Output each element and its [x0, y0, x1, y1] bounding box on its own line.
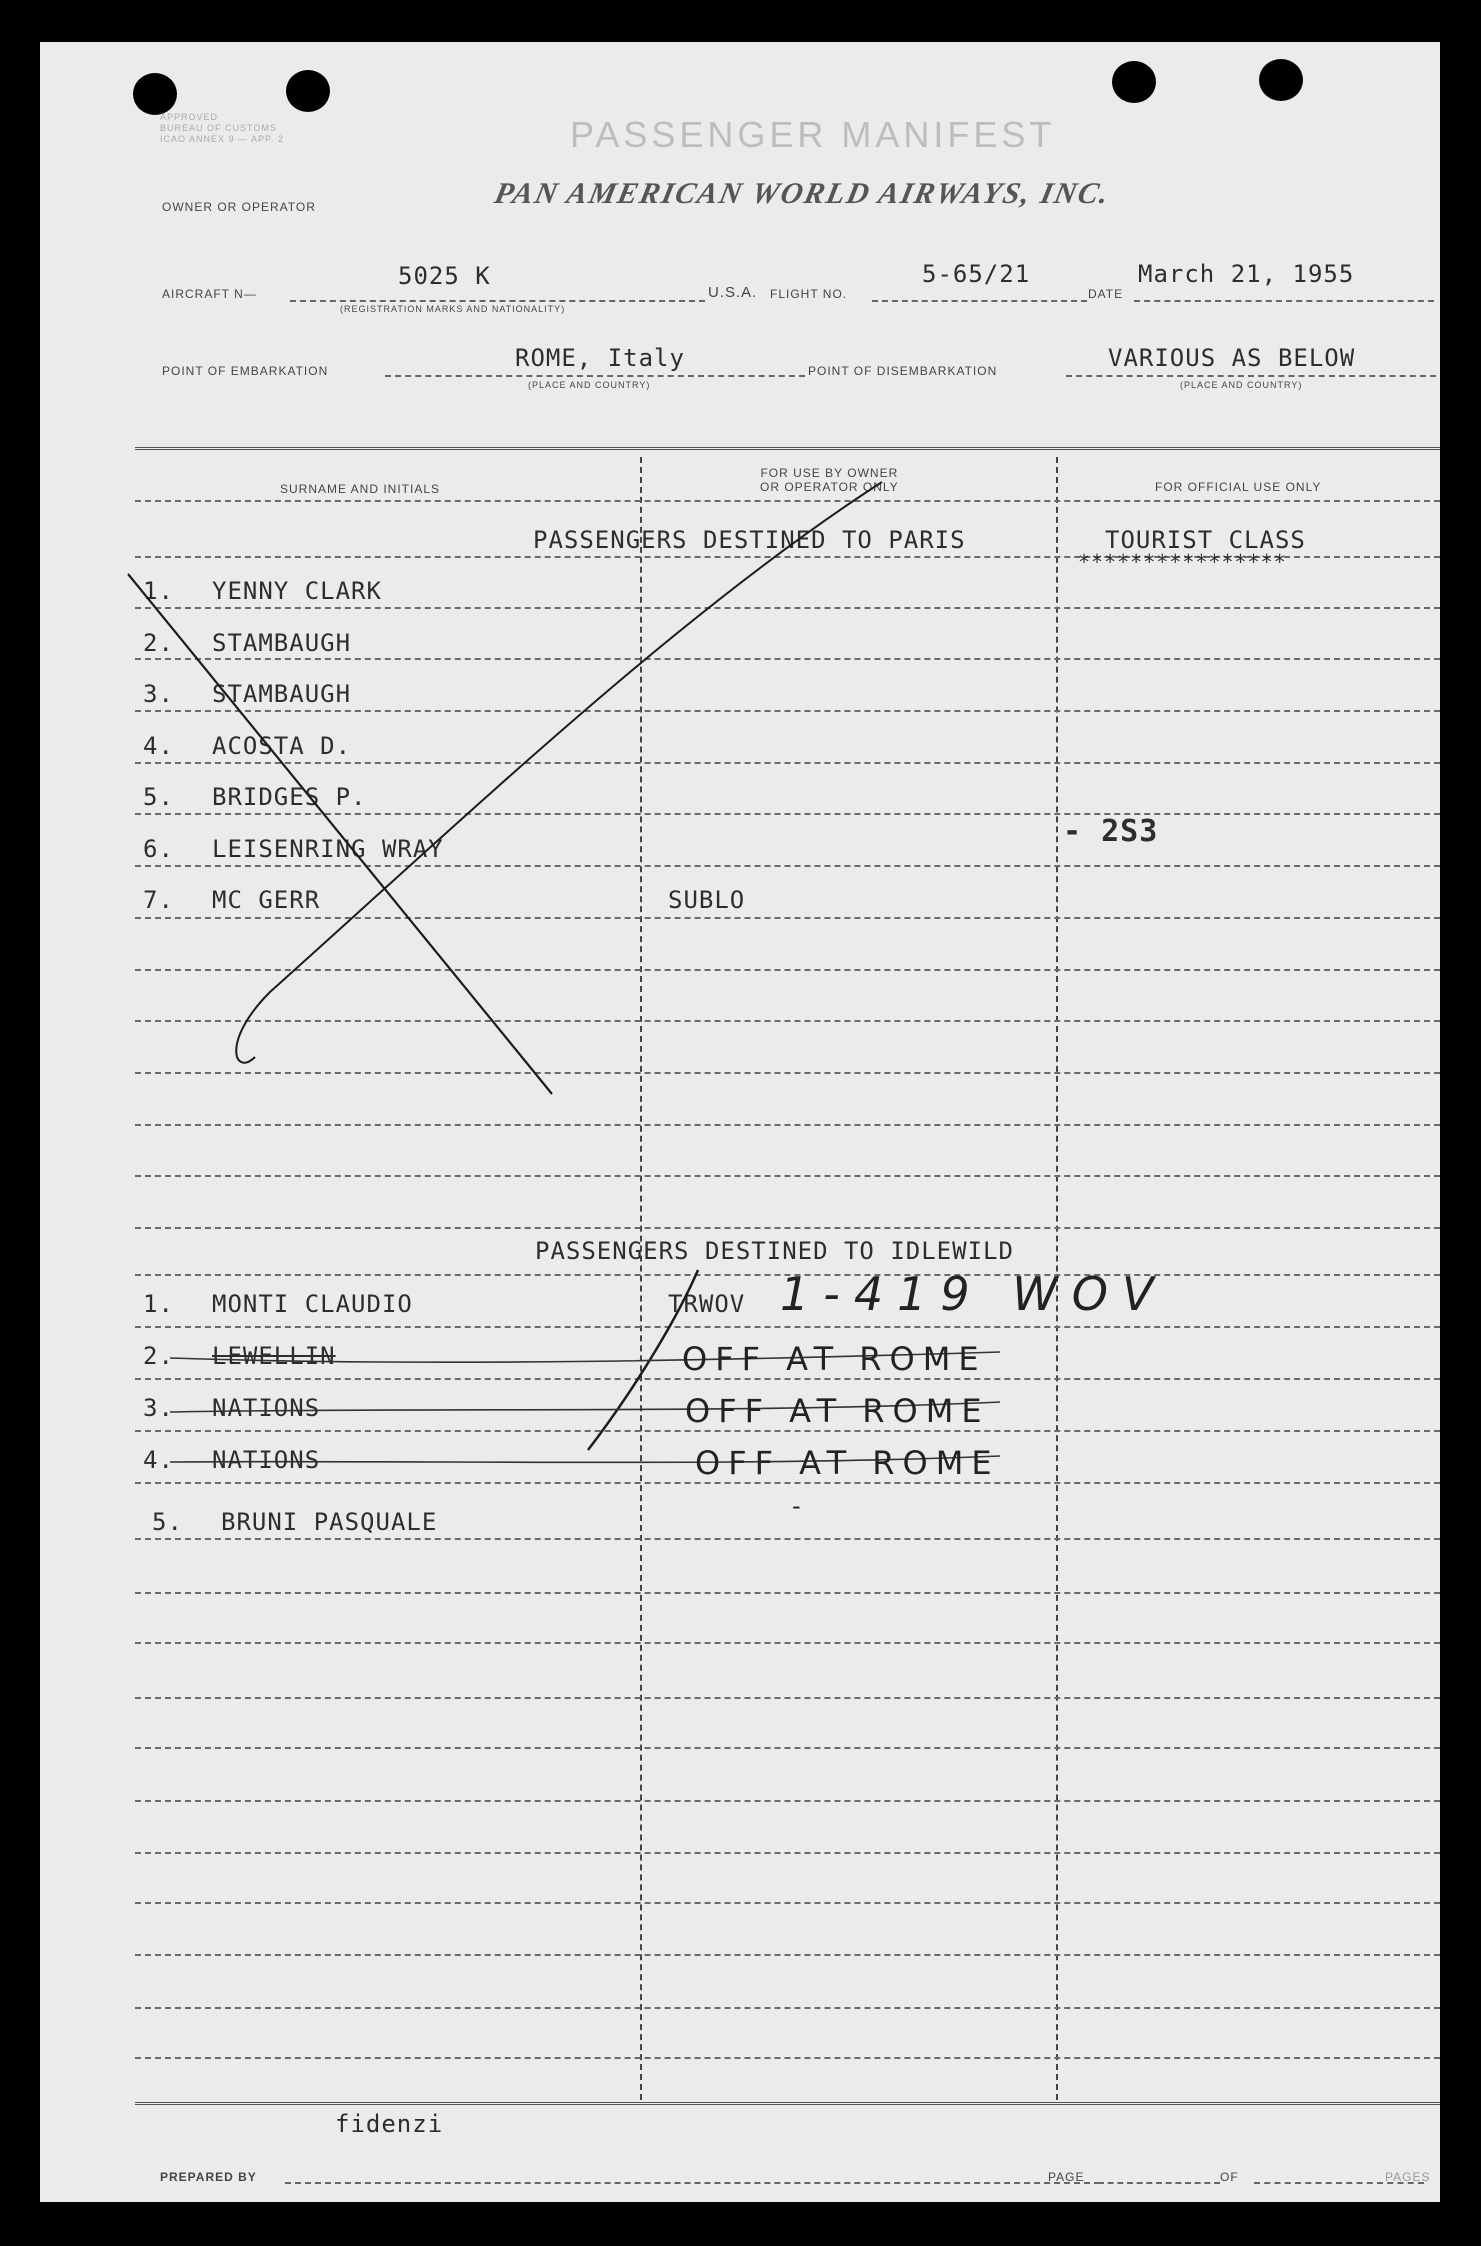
embark-value: ROME, Italy [515, 344, 685, 372]
disembark-value: VARIOUS AS BELOW [1108, 344, 1356, 372]
date-label: DATE [1088, 287, 1124, 301]
owner-label: OWNER OR OPERATOR [162, 200, 316, 214]
passenger-name: YENNY CLARK [212, 577, 382, 605]
column-owner-use-line: FOR USE BY OWNER [760, 466, 899, 480]
pen-marks [40, 42, 1440, 2202]
approval-line: BUREAU OF CUSTOMS [160, 123, 277, 133]
passenger-name: BRUNI PASQUALE [221, 1508, 438, 1536]
cross-out-stroke [236, 482, 882, 1063]
paris-class-underline: **************** [1078, 550, 1287, 574]
passenger-name: BRIDGES P. [212, 783, 367, 811]
embark-label: POINT OF EMBARKATION [162, 364, 329, 378]
passenger-name: STAMBAUGH [212, 680, 352, 708]
handwritten-note: - [792, 1492, 809, 1520]
embark-caption: (PLACE AND COUNTRY) [528, 380, 651, 390]
idlewild-heading: PASSENGERS DESTINED TO IDLEWILD [535, 1237, 1014, 1265]
passenger-name: MONTI CLAUDIO [212, 1290, 413, 1318]
paris-class: TOURIST CLASS [1105, 526, 1306, 554]
passenger-number: 1. [143, 577, 174, 605]
passenger-number: 4. [143, 731, 174, 760]
passenger-name: ACOSTA D. [212, 731, 352, 760]
passenger-number: 2. [143, 628, 174, 657]
passenger-name: NATIONS [212, 1446, 321, 1474]
disembark-caption: (PLACE AND COUNTRY) [1180, 380, 1303, 390]
aircraft-label: AIRCRAFT N— [162, 287, 257, 301]
approval-line: ICAO ANNEX 9 — APP. 2 [160, 134, 284, 144]
paris-heading: PASSENGERS DESTINED TO PARIS [533, 526, 966, 554]
operator-note: SUBLO [668, 886, 746, 914]
column-surname: SURNAME AND INITIALS [280, 482, 441, 496]
passenger-name: STAMBAUGH [212, 628, 352, 657]
column-official-use: FOR OFFICIAL USE ONLY [1155, 480, 1322, 494]
handwritten-note: OFF AT ROME [695, 1444, 1000, 1482]
passenger-number: 3. [143, 680, 174, 708]
handwritten-note: OFF AT ROME [685, 1392, 990, 1430]
table-bottom-rule [135, 2102, 1440, 2105]
passenger-name: NATIONS [212, 1394, 321, 1422]
passenger-number: 7. [143, 886, 174, 914]
passenger-name: MC GERR [212, 886, 321, 914]
disembark-label: POINT OF DISEMBARKATION [808, 364, 998, 378]
usa-label: U.S.A. [708, 284, 758, 301]
owner-name: PAN AMERICAN WORLD AIRWAYS, INC. [491, 177, 1114, 210]
handwritten-note: OFF AT ROME [682, 1340, 987, 1378]
registration-caption: (REGISTRATION MARKS AND NATIONALITY) [340, 304, 566, 314]
cross-out-stroke [128, 574, 552, 1094]
page-label: PAGE [1048, 2170, 1085, 2184]
passenger-number: 5. [152, 1508, 183, 1536]
passenger-name: LEWELLIN [212, 1342, 336, 1370]
passenger-number: 5. [143, 783, 174, 811]
pages-label: PAGES [1385, 2170, 1431, 2184]
handwritten-ticket-note: 1-419 WOV [780, 1267, 1168, 1321]
passenger-number: 6. [143, 834, 174, 863]
flight-value: 5-65/21 [922, 260, 1031, 288]
signature: fidenzi [335, 2110, 444, 2138]
prepared-label: PREPARED BY [160, 2170, 257, 2184]
operator-note: TRWOV [668, 1290, 746, 1318]
passenger-number: 1. [143, 1290, 174, 1318]
passenger-number: 3. [143, 1394, 174, 1422]
date-value: March 21, 1955 [1138, 260, 1355, 288]
manifest-page [40, 42, 1440, 2202]
passenger-number: 4. [143, 1446, 174, 1474]
of-label: OF [1220, 2170, 1239, 2184]
passenger-name: LEISENRING WRAY [212, 834, 444, 863]
aircraft-value: 5025 K [398, 262, 491, 290]
approval-line: APPROVED [160, 112, 219, 122]
column-owner-use-line: OR OPERATOR ONLY [760, 480, 899, 494]
passenger-number: 2. [143, 1342, 174, 1370]
flight-label: FLIGHT NO. [770, 287, 848, 301]
official-mark: - 2S3 [1063, 814, 1159, 849]
manifest-title: PASSENGER MANIFEST [570, 114, 1056, 155]
